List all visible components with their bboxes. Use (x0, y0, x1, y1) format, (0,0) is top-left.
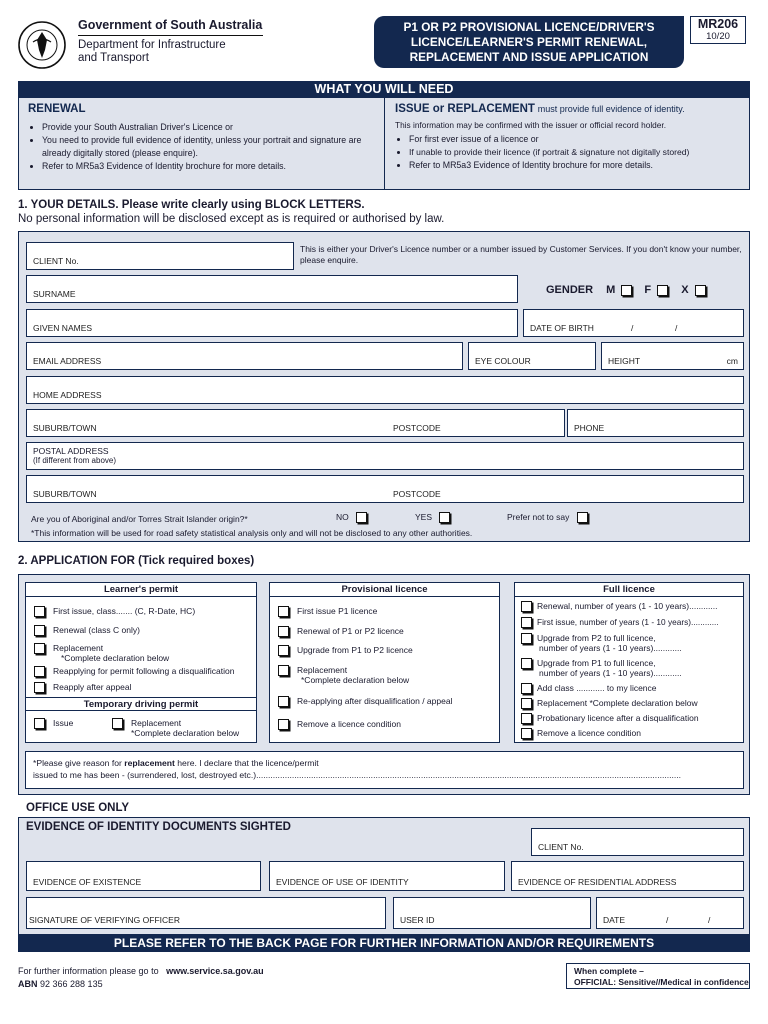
renewal-item: • Provide your South Australian Driver's Licence or (42, 121, 378, 134)
prov-upgrade-checkbox[interactable] (278, 645, 289, 656)
form-code-box (690, 16, 746, 44)
declaration-prefix: *Please give reason for (33, 758, 125, 768)
aboriginal-question: Are you of Aboriginal and/or Torres Strait Islander origin?* (31, 514, 248, 524)
gender-x-label: X (681, 284, 689, 296)
postal-suburb-label: SUBURB/TOWN (33, 489, 97, 499)
replacement-declaration-box[interactable] (25, 751, 744, 789)
postal-address-field[interactable] (26, 442, 744, 470)
form-title-line1: P1 OR P2 PROVISIONAL LICENCE/DRIVER'S (403, 20, 655, 34)
issue-title-row (395, 103, 685, 115)
office-use-heading: OFFICE USE ONLY (26, 802, 130, 814)
issue-title: ISSUE or REPLACEMENT (395, 103, 535, 115)
gender-row (546, 284, 706, 296)
learners-replacement-checkbox[interactable] (34, 643, 45, 654)
full-option-label: Remove a licence condition (537, 728, 641, 738)
prov-remove-condition-checkbox[interactable] (278, 719, 289, 730)
full-option-label: Upgrade from P2 to full licence, (537, 633, 656, 643)
issue-item: • For first ever issue of a licence or (409, 133, 747, 146)
declaration-line2: issued to me has been - (surrendered, lost, destroyed etc.).................................................................................................................................................................................. (33, 770, 682, 780)
email-label: EMAIL ADDRESS (33, 356, 102, 366)
learners-permit-title: Learner's permit (26, 583, 256, 597)
evidence-use-field[interactable] (269, 861, 505, 891)
full-licence-title: Full licence (515, 583, 743, 597)
prov-renewal-checkbox[interactable] (278, 626, 289, 637)
temp-replacement-label: Replacement (131, 718, 182, 728)
office-client-no-field[interactable] (531, 828, 744, 856)
full-option[interactable] (521, 728, 641, 739)
full-first-issue-checkbox[interactable] (521, 617, 532, 628)
learners-permit-box (25, 582, 257, 743)
dob-slash-1: / (631, 323, 634, 333)
full-option[interactable] (521, 601, 717, 612)
provisional-option-label: First issue P1 licence (297, 606, 378, 616)
classification-line1: When complete – (574, 966, 644, 976)
aboriginal-yes (415, 512, 450, 523)
full-upgrade-p2-checkbox[interactable] (521, 633, 532, 644)
aboriginal-prefer-label: Prefer not to say (507, 512, 570, 522)
full-upgrade-p2-note: number of years (1 - 10 years)............ (539, 643, 682, 653)
full-remove-condition-checkbox[interactable] (521, 728, 532, 739)
postal-postcode-label: POSTCODE (393, 489, 441, 499)
office-date-slash-1: / (666, 915, 669, 925)
given-names-field[interactable] (26, 309, 518, 337)
need-panel (18, 97, 750, 190)
learners-option[interactable] (34, 682, 131, 693)
temp-replacement-option[interactable] (112, 718, 239, 738)
dob-label: DATE OF BIRTH (530, 323, 594, 333)
dob-slash-2: / (675, 323, 678, 333)
aboriginal-no (336, 512, 367, 523)
eoi-title: EVIDENCE OF IDENTITY DOCUMENTS SIGHTED (26, 821, 291, 833)
office-date-field[interactable] (596, 897, 744, 929)
header-rule (78, 35, 263, 36)
learners-renewal-checkbox[interactable] (34, 625, 45, 636)
client-no-field[interactable] (26, 242, 294, 270)
issue-item: • If unable to provide their licence (if portrait & signature not digitally stored) (409, 146, 747, 159)
suburb-label: SUBURB/TOWN (33, 423, 97, 433)
aboriginal-no-label: NO (336, 512, 349, 522)
evidence-residential-field[interactable] (511, 861, 744, 891)
seal-icon (16, 20, 68, 70)
learners-option-label: Reapplying for permit following a disqualification (53, 666, 235, 676)
form-title-line2: LICENCE/LEARNER'S PERMIT RENEWAL, (410, 35, 648, 49)
application-panel (18, 574, 750, 795)
evidence-residential-label: EVIDENCE OF RESIDENTIAL ADDRESS (518, 877, 677, 887)
temp-issue-label: Issue (53, 718, 74, 728)
client-no-label: CLIENT No. (33, 256, 79, 266)
evidence-use-label: EVIDENCE OF USE OF IDENTITY (276, 877, 409, 887)
form-code: MR206 (697, 17, 739, 31)
eye-colour-field[interactable] (468, 342, 596, 370)
learners-option[interactable] (34, 625, 140, 636)
renewal-title: RENEWAL (28, 103, 86, 115)
provisional-option-label: Upgrade from P1 to P2 licence (297, 645, 413, 655)
issue-item: • Refer to MR5a3 Evidence of Identity brochure for more details. (409, 159, 747, 172)
home-address-label: HOME ADDRESS (33, 390, 102, 400)
provisional-option[interactable] (278, 645, 413, 656)
provisional-option-label: Renewal of P1 or P2 licence (297, 626, 404, 636)
provisional-licence-box (269, 582, 500, 743)
form-version: 10/20 (706, 31, 730, 42)
evidence-existence-field[interactable] (26, 861, 261, 891)
dob-field[interactable] (523, 309, 744, 337)
prov-reapplying-checkbox[interactable] (278, 696, 289, 707)
abn (18, 979, 103, 989)
aboriginal-yes-label: YES (415, 512, 433, 522)
full-replacement-checkbox[interactable] (521, 698, 532, 709)
renewal-item: • Refer to MR5a3 Evidence of Identity brochure for more details. (42, 160, 378, 173)
office-date-label: DATE (603, 915, 626, 925)
full-option[interactable] (521, 617, 719, 628)
temp-replacement-note: *Complete declaration below (131, 728, 240, 738)
service-website-link[interactable]: www.service.sa.gov.au (166, 966, 264, 976)
abn-label: ABN (18, 979, 38, 989)
learners-option-label: Renewal (class C only) (53, 625, 140, 635)
aboriginal-note: *This information will be used for road safety statistical analysis only and will not be disclosed to any other authorities. (31, 528, 473, 538)
learners-option-label: First issue, class....... (C, R-Date, HC) (53, 606, 196, 616)
full-upgrade-p1-note: number of years (1 - 10 years)............ (539, 668, 682, 678)
declaration-suffix: here. I declare that the licence/permit (174, 758, 319, 768)
learners-option-label: Replacement (53, 643, 104, 653)
learners-option[interactable] (34, 606, 195, 617)
aboriginal-yes-checkbox[interactable] (439, 512, 450, 523)
declaration-bold: replacement (124, 758, 175, 768)
classification-box (566, 963, 750, 989)
prov-replacement-note: *Complete declaration below (301, 675, 410, 685)
further-info (18, 966, 264, 976)
prov-first-issue-checkbox[interactable] (278, 606, 289, 617)
full-add-class-checkbox[interactable] (521, 683, 532, 694)
phone-label: PHONE (574, 423, 605, 433)
issue-note: This information may be confirmed with the issuer or official record holder. (395, 120, 666, 130)
issue-subtitle: must provide full evidence of identity. (537, 104, 685, 114)
provisional-option-label: Re-applying after disqualification / appeal (297, 696, 453, 706)
provisional-option-label: Replacement (297, 665, 348, 675)
learners-option-label: Reapply after appeal (53, 682, 132, 692)
postal-address-label: POSTAL ADDRESS (33, 446, 109, 456)
issue-list (395, 133, 747, 172)
gender-m-label: M (606, 284, 616, 296)
provisional-option-label: Remove a licence condition (297, 719, 401, 729)
learners-option[interactable] (34, 666, 234, 677)
declaration-line1 (33, 757, 743, 769)
full-licence-box (514, 582, 744, 743)
learners-first-issue-checkbox[interactable] (34, 606, 45, 617)
given-names-label: GIVEN NAMES (33, 323, 93, 333)
gender-x-checkbox[interactable] (695, 285, 706, 296)
provisional-option[interactable] (278, 606, 377, 617)
temp-replacement-checkbox[interactable] (112, 718, 123, 729)
full-option-label: Probationary licence after a disqualification (537, 713, 699, 723)
user-id-field[interactable] (393, 897, 591, 929)
eye-colour-label: EYE COLOUR (475, 356, 531, 366)
postal-address-note: (If different from above) (33, 456, 116, 465)
back-page-banner: PLEASE REFER TO THE BACK PAGE FOR FURTHER INFORMATION AND/OR REQUIREMENTS (18, 935, 750, 952)
gender-label: GENDER (546, 284, 594, 296)
form-title-banner (374, 16, 684, 68)
aboriginal-prefer-checkbox[interactable] (577, 512, 588, 523)
aboriginal-prefer (507, 512, 588, 523)
full-option-label: Replacement *Complete declaration below (537, 698, 698, 708)
signature-officer-field[interactable] (26, 897, 386, 929)
phone-field[interactable] (567, 409, 744, 437)
provisional-option[interactable] (278, 665, 409, 685)
client-no-note: This is either your Driver's Licence number or a number issued by Customer Services. If you don't know your number, please enquire. (300, 244, 742, 265)
full-renewal-checkbox[interactable] (521, 601, 532, 612)
provisional-licence-title: Provisional licence (270, 583, 499, 597)
classification-line2: OFFICIAL: Sensitive//Medical in confidence (574, 977, 749, 987)
learners-replacement-note: *Complete declaration below (61, 653, 170, 663)
full-option[interactable] (521, 683, 657, 694)
provisional-option[interactable] (278, 719, 401, 730)
sa-government-seal (16, 20, 68, 70)
surname-field[interactable] (26, 275, 518, 303)
office-date-slash-2: / (708, 915, 711, 925)
provisional-option[interactable] (278, 626, 404, 637)
signature-officer-label: SIGNATURE OF VERIFYING OFFICER (29, 915, 180, 925)
full-option[interactable] (521, 633, 682, 653)
prov-replacement-checkbox[interactable] (278, 665, 289, 676)
learners-reapplying-checkbox[interactable] (34, 666, 45, 677)
full-probationary-checkbox[interactable] (521, 713, 532, 724)
user-id-label: USER ID (400, 915, 435, 925)
full-option-label: Add class ............ to my licence (537, 683, 657, 693)
height-label: HEIGHT (608, 356, 641, 366)
height-unit: cm (726, 356, 738, 366)
dept-name-line1: Department for Infrastructure (78, 39, 226, 51)
gender-m-checkbox[interactable] (621, 285, 632, 296)
details-panel (18, 231, 750, 542)
home-address-field[interactable] (26, 376, 744, 404)
learners-option[interactable] (34, 643, 169, 663)
suburb-postcode-field[interactable] (26, 409, 565, 437)
gender-f-checkbox[interactable] (657, 285, 668, 296)
provisional-option[interactable] (278, 696, 452, 707)
need-heading: WHAT YOU WILL NEED (18, 81, 750, 97)
postcode-label: POSTCODE (393, 423, 441, 433)
evidence-existence-label: EVIDENCE OF EXISTENCE (33, 877, 142, 887)
need-divider (384, 98, 385, 189)
dept-name-line2: and Transport (78, 52, 149, 64)
postal-suburb-postcode-field[interactable] (26, 475, 744, 503)
office-panel (18, 817, 750, 935)
gender-f-label: F (644, 284, 652, 296)
aboriginal-no-checkbox[interactable] (356, 512, 367, 523)
full-option[interactable] (521, 698, 698, 709)
full-option[interactable] (521, 658, 682, 678)
further-info-text: For further information please go to (18, 966, 159, 976)
full-option-label: First issue, number of years (1 - 10 years)............ (537, 617, 719, 627)
form-title-line3: REPLACEMENT AND ISSUE APPLICATION (409, 50, 649, 64)
temp-issue-checkbox[interactable] (34, 718, 45, 729)
full-upgrade-p1-checkbox[interactable] (521, 658, 532, 669)
surname-label: SURNAME (33, 289, 76, 299)
renewal-list (28, 121, 378, 173)
application-heading: 2. APPLICATION FOR (Tick required boxes) (18, 555, 255, 567)
height-field[interactable] (601, 342, 744, 370)
gov-name: Government of South Australia (78, 18, 263, 32)
temp-issue-option[interactable] (34, 718, 73, 729)
temp-permit-title: Temporary driving permit (26, 697, 256, 711)
full-option[interactable] (521, 713, 699, 724)
renewal-item: • You need to provide full evidence of identity, unless your portrait and signature are already digitally stored (please enquire). (42, 134, 378, 160)
abn-value: 92 366 288 135 (40, 979, 103, 989)
office-client-no-label: CLIENT No. (538, 842, 584, 852)
privacy-note: No personal information will be disclosed except as is required or authorised by law. (18, 213, 445, 225)
full-option-label: Upgrade from P1 to full licence, (537, 658, 656, 668)
email-field[interactable] (26, 342, 463, 370)
learners-reapply-appeal-checkbox[interactable] (34, 682, 45, 693)
full-option-label: Renewal, number of years (1 - 10 years)............ (537, 601, 718, 611)
details-heading: 1. YOUR DETAILS. Please write clearly using BLOCK LETTERS. (18, 199, 365, 211)
